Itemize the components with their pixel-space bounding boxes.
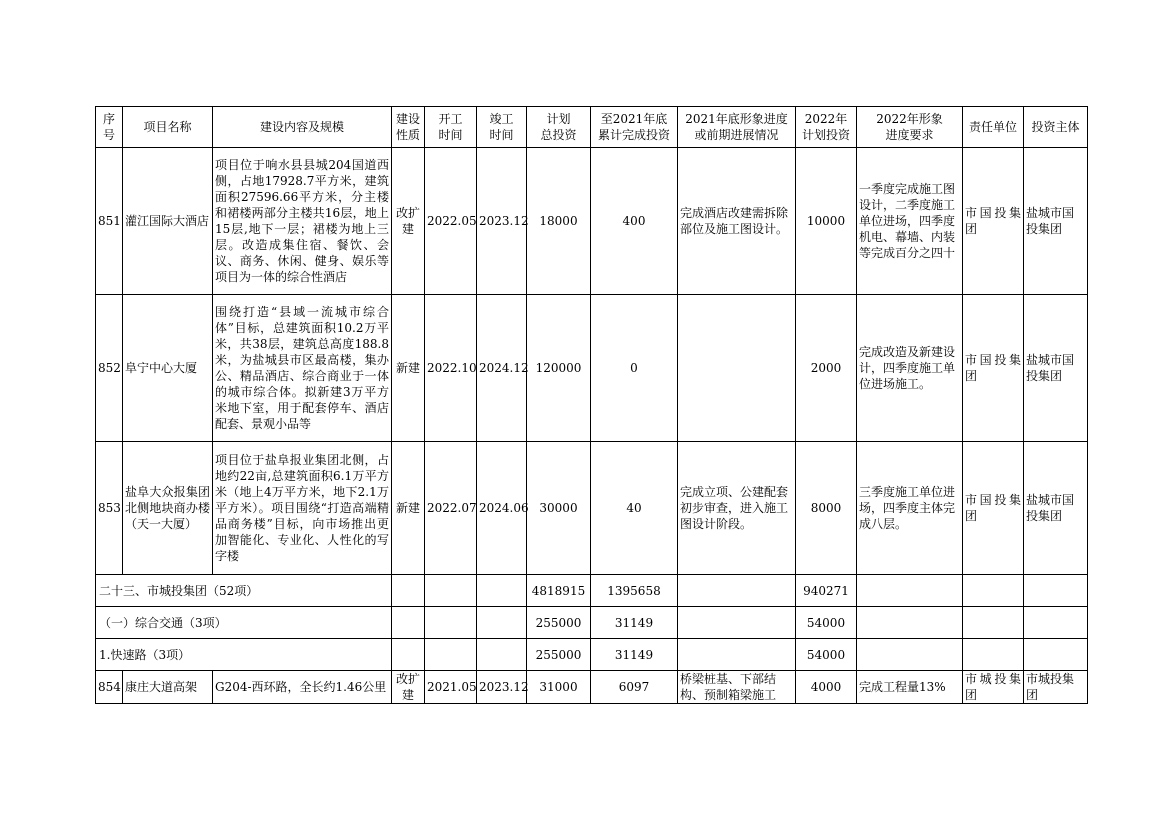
row-plan2022: 8000 <box>796 442 857 575</box>
header-plan2022: 2022年 计划投资 <box>796 107 857 148</box>
row-nature: 改扩建 <box>392 148 425 295</box>
row-content: G204-西环路，全长约1.46公里 <box>213 671 392 704</box>
row-no: 854 <box>96 671 123 704</box>
section-plan2022: 54000 <box>796 607 857 639</box>
row-total: 30000 <box>527 442 591 575</box>
row-content: 项目位于响水县县城204国道西侧，占地17928.7平方米，建筑面积27596.66平方米，分主楼和裙楼两部分主楼共16层，地上15层,地下一层；裙楼为地上三层。改造成集住宿、餐饮、会议、商务、休闲、健身、娱乐等项目为一体的综合性酒店 <box>213 148 392 295</box>
section-label: 1.快速路（3项） <box>96 639 392 671</box>
row-req2022: 一季度完成施工图设计，二季度施工单位进场，四季度机电、幕墙、内装等完成百分之四十 <box>857 148 963 295</box>
section-row <box>96 607 1088 639</box>
row-plan2022: 10000 <box>796 148 857 295</box>
empty-cell <box>857 639 963 671</box>
header-investor: 投资主体 <box>1024 107 1088 148</box>
row-progress2021: 完成酒店改建需拆除部位及施工图设计。 <box>678 148 796 295</box>
header-total: 计划 总投资 <box>527 107 591 148</box>
row-name: 灌江国际大酒店 <box>123 148 213 295</box>
row-progress2021: 桥梁桩基、下部结构、预制箱梁施工 <box>678 671 796 704</box>
empty-cell <box>425 607 477 639</box>
row-total: 120000 <box>527 295 591 442</box>
row-start: 2021.05 <box>425 671 477 704</box>
row-end: 2024.06 <box>477 442 527 575</box>
empty-cell <box>477 607 527 639</box>
row-name: 康庄大道高架 <box>123 671 213 704</box>
row-end: 2023.12 <box>477 148 527 295</box>
row-req2022: 三季度施工单位进场，四季度主体完成八层。 <box>857 442 963 575</box>
row-done2021: 40 <box>591 442 678 575</box>
table-row <box>96 671 1088 704</box>
section-row <box>96 575 1088 607</box>
row-unit: 市国投集团 <box>963 148 1024 295</box>
section-plan2022: 54000 <box>796 639 857 671</box>
row-progress2021: 完成立项、公建配套初步审查，进入施工图设计阶段。 <box>678 442 796 575</box>
table-row <box>96 442 1088 575</box>
row-start: 2022.07 <box>425 442 477 575</box>
header-nature: 建设 性质 <box>392 107 425 148</box>
row-end: 2023.12 <box>477 671 527 704</box>
empty-cell <box>963 575 1024 607</box>
empty-cell <box>963 607 1024 639</box>
empty-cell <box>425 575 477 607</box>
empty-cell <box>1024 607 1088 639</box>
empty-cell <box>678 607 796 639</box>
empty-cell <box>963 639 1024 671</box>
section-label: （一）综合交通（3项） <box>96 607 392 639</box>
row-investor: 盐城市国投集团 <box>1024 148 1088 295</box>
row-name: 盐阜大众报集团北侧地块商办楼（天一大厦） <box>123 442 213 575</box>
row-progress2021 <box>678 295 796 442</box>
empty-cell <box>477 639 527 671</box>
row-nature: 新建 <box>392 442 425 575</box>
empty-cell <box>392 575 425 607</box>
empty-cell <box>857 575 963 607</box>
row-nature: 新建 <box>392 295 425 442</box>
empty-cell <box>425 639 477 671</box>
row-req2022: 完成工程量13% <box>857 671 963 704</box>
header-row <box>96 107 1088 148</box>
header-start: 开工 时间 <box>425 107 477 148</box>
row-start: 2022.10 <box>425 295 477 442</box>
header-end: 竣工 时间 <box>477 107 527 148</box>
empty-cell <box>678 575 796 607</box>
row-req2022: 完成改造及新建设计，四季度施工单位进场施工。 <box>857 295 963 442</box>
section-label: 二十三、市城投集团（52项） <box>96 575 392 607</box>
header-no: 序 号 <box>96 107 123 148</box>
header-progress2021: 2021年底形象进度 或前期进展情况 <box>678 107 796 148</box>
section-done2021: 31149 <box>591 639 678 671</box>
section-total: 4818915 <box>527 575 591 607</box>
empty-cell <box>1024 639 1088 671</box>
empty-cell <box>392 639 425 671</box>
header-name: 项目名称 <box>123 107 213 148</box>
section-total: 255000 <box>527 607 591 639</box>
row-investor: 盐城市国投集团 <box>1024 442 1088 575</box>
row-content: 项目位于盐阜报业集团北侧，占地约22亩,总建筑面积6.1万平方米（地上4万平方米，地下2.1万平方米）。项目围绕“打造高端精品商务楼”目标，向市场推出更加智能化、专业化、人性化的写字楼 <box>213 442 392 575</box>
row-plan2022: 4000 <box>796 671 857 704</box>
empty-cell <box>678 639 796 671</box>
row-total: 31000 <box>527 671 591 704</box>
section-done2021: 1395658 <box>591 575 678 607</box>
row-nature: 改扩建 <box>392 671 425 704</box>
row-no: 852 <box>96 295 123 442</box>
empty-cell <box>392 607 425 639</box>
row-unit: 市国投集团 <box>963 442 1024 575</box>
section-done2021: 31149 <box>591 607 678 639</box>
row-content: 围绕打造“县域一流城市综合体”目标，总建筑面积10.2万平米，共38层，建筑总高度188.8米，为盐城县市区最高楼，集办公、精品酒店、综合商业于一体的城市综合体。拟新建3万平方米地下室，用于配套停车、酒店配套、景观小品等 <box>213 295 392 442</box>
row-done2021: 6097 <box>591 671 678 704</box>
empty-cell <box>477 575 527 607</box>
row-no: 853 <box>96 442 123 575</box>
header-unit: 责任单位 <box>963 107 1024 148</box>
table-row <box>96 148 1088 295</box>
row-plan2022: 2000 <box>796 295 857 442</box>
row-done2021: 0 <box>591 295 678 442</box>
header-done2021: 至2021年底 累计完成投资 <box>591 107 678 148</box>
row-end: 2024.12 <box>477 295 527 442</box>
row-name: 阜宁中心大厦 <box>123 295 213 442</box>
row-investor: 盐城市国投集团 <box>1024 295 1088 442</box>
row-start: 2022.05 <box>425 148 477 295</box>
section-total: 255000 <box>527 639 591 671</box>
table-row <box>96 295 1088 442</box>
row-done2021: 400 <box>591 148 678 295</box>
row-investor: 市城投集团 <box>1024 671 1088 704</box>
row-total: 18000 <box>527 148 591 295</box>
header-req2022: 2022年形象 进度要求 <box>857 107 963 148</box>
row-unit: 市城投集团 <box>963 671 1024 704</box>
project-table <box>95 106 1088 704</box>
row-unit: 市国投集团 <box>963 295 1024 442</box>
section-row <box>96 639 1088 671</box>
header-content: 建设内容及规模 <box>213 107 392 148</box>
section-plan2022: 940271 <box>796 575 857 607</box>
empty-cell <box>1024 575 1088 607</box>
row-no: 851 <box>96 148 123 295</box>
empty-cell <box>857 607 963 639</box>
